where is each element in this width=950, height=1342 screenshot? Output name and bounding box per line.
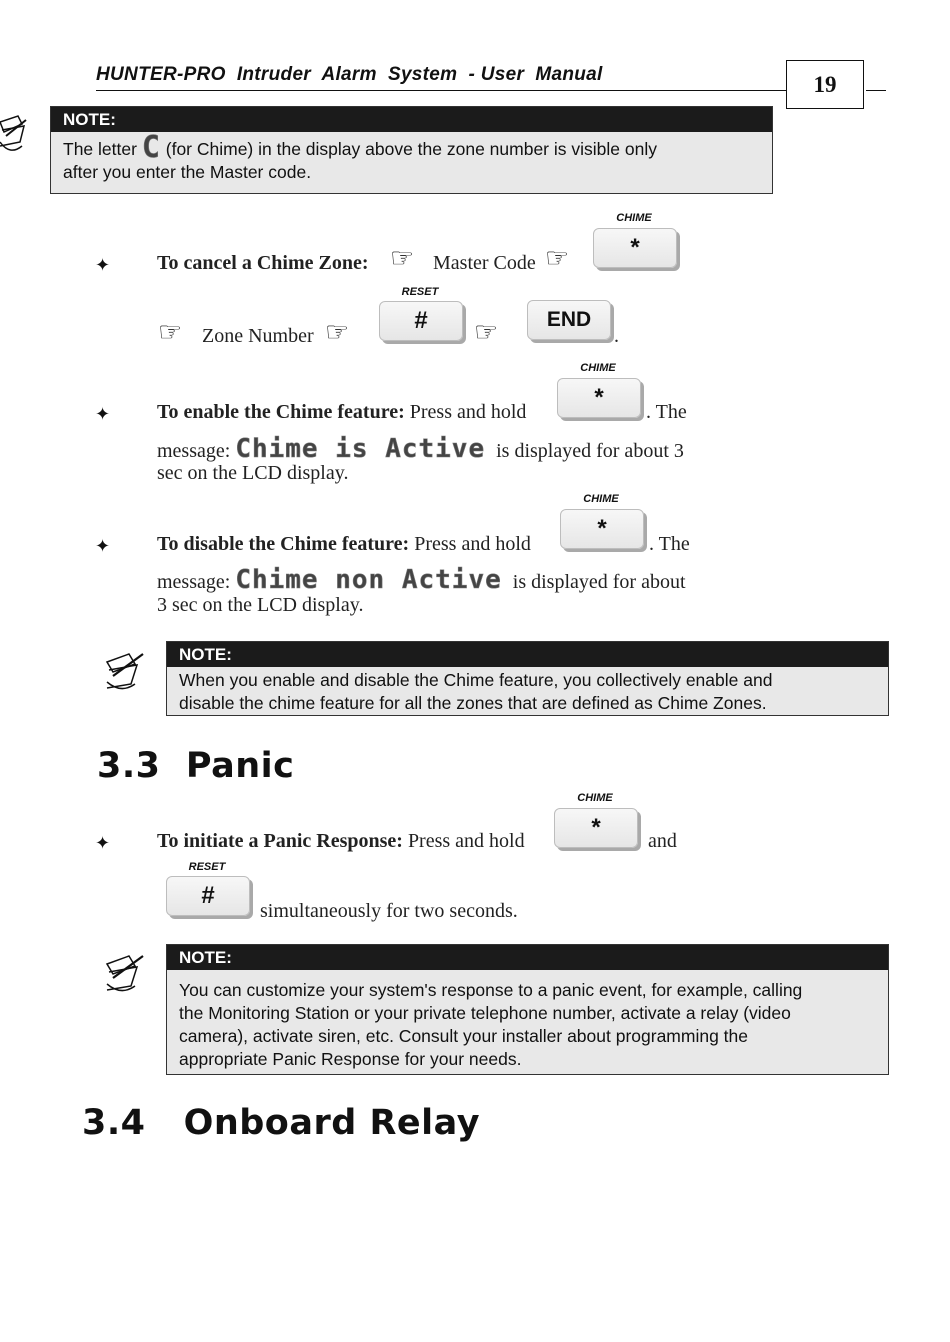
chime-key-label: CHIME bbox=[580, 362, 616, 374]
reset-hash-key: # bbox=[166, 876, 250, 916]
notepad-icon-partial bbox=[0, 112, 28, 156]
reset-key-label: RESET bbox=[401, 286, 439, 298]
pointing-hand-icon: ☞ bbox=[158, 317, 183, 347]
running-header: HUNTER-PRO Intruder Alarm System - User Manual bbox=[96, 64, 603, 85]
panic-lead: To initiate a Panic Response: bbox=[157, 830, 403, 852]
section-title: Onboard Relay bbox=[183, 1103, 481, 1143]
simultaneously-text: simultaneously for two seconds. bbox=[260, 900, 518, 922]
pointing-hand-icon: ☞ bbox=[545, 243, 570, 273]
note-text: appropriate Panic Response for your needs. bbox=[179, 1049, 522, 1069]
displayed-text: is displayed for about bbox=[512, 571, 686, 593]
chime-key-label: CHIME bbox=[616, 212, 652, 224]
bullet-icon: ✦ bbox=[95, 404, 111, 424]
cancel-lead: To cancel a Chime Zone: bbox=[157, 252, 369, 274]
header-rule bbox=[96, 90, 786, 91]
reset-hash-key: # bbox=[379, 301, 463, 341]
note-box-chime-letter bbox=[50, 106, 773, 194]
chime-star-key: * bbox=[557, 378, 641, 418]
pointing-hand-icon: ☞ bbox=[474, 317, 499, 347]
message-label: message: bbox=[157, 571, 231, 593]
lcd-message-active: Chime is Active bbox=[235, 434, 486, 464]
the-text: . The bbox=[646, 401, 687, 423]
note-text: camera), activate siren, etc. Consult your installer about programming the bbox=[179, 1026, 749, 1046]
note-text: You can customize your system's response to a panic event, for example, calling bbox=[179, 980, 803, 1000]
section-heading-panic bbox=[97, 746, 294, 786]
enable-lead: To enable the Chime feature: bbox=[157, 401, 405, 423]
page-number: 19 bbox=[786, 60, 864, 109]
displayed-text: is displayed for about 3 bbox=[496, 440, 684, 462]
section-number: 3.4 bbox=[82, 1103, 146, 1143]
the-text: . The bbox=[649, 533, 690, 555]
note-heading: NOTE: bbox=[167, 642, 888, 667]
note-box-panic-response bbox=[166, 944, 889, 1075]
and-text: and bbox=[648, 830, 677, 852]
bullet-icon: ✦ bbox=[95, 833, 111, 853]
notepad-pencil-icon bbox=[103, 950, 147, 994]
note-heading: NOTE: bbox=[51, 107, 772, 132]
message-label: message: bbox=[157, 440, 231, 462]
press-hold-text: Press and hold bbox=[407, 830, 525, 852]
lcd-glyph-c: C bbox=[141, 130, 161, 165]
reset-key-label: RESET bbox=[188, 861, 226, 873]
pointing-hand-icon: ☞ bbox=[325, 317, 350, 347]
end-key: END bbox=[527, 300, 611, 340]
disable-line3: 3 sec on the LCD display. bbox=[157, 594, 364, 616]
disable-lead: To disable the Chime feature: bbox=[157, 533, 410, 555]
chime-star-key: * bbox=[554, 808, 638, 848]
chime-star-key: * bbox=[593, 228, 677, 268]
note-text: disable the chime feature for all the zones that are defined as Chime Zones. bbox=[179, 693, 767, 713]
note-text: after you enter the Master code. bbox=[63, 162, 312, 182]
note-text: The letter bbox=[63, 139, 137, 159]
press-hold-text: Press and hold bbox=[414, 533, 531, 555]
period: . bbox=[614, 325, 619, 347]
note-text: the Monitoring Station or your private telephone number, activate a relay (video bbox=[179, 1003, 791, 1023]
note-box-chime-feature bbox=[166, 641, 889, 716]
chime-key-label: CHIME bbox=[583, 493, 619, 505]
note-heading: NOTE: bbox=[167, 945, 888, 970]
section-number: 3.3 bbox=[97, 746, 161, 786]
chime-star-key: * bbox=[560, 509, 644, 549]
notepad-pencil-icon bbox=[103, 648, 147, 692]
master-code-text: Master Code bbox=[433, 252, 536, 274]
note-text: When you enable and disable the Chime feature, you collectively enable and bbox=[179, 670, 773, 690]
bullet-icon: ✦ bbox=[95, 255, 111, 275]
chime-key-label: CHIME bbox=[577, 792, 613, 804]
section-title: Panic bbox=[185, 746, 295, 786]
zone-number-text: Zone Number bbox=[202, 325, 314, 347]
section-heading-onboard-relay bbox=[82, 1103, 480, 1143]
bullet-icon: ✦ bbox=[95, 536, 111, 556]
press-hold-text: Press and hold bbox=[409, 401, 527, 423]
note-text: (for Chime) in the display above the zone number is visible only bbox=[165, 139, 657, 159]
pointing-hand-icon: ☞ bbox=[390, 243, 415, 273]
header-rule-right bbox=[866, 90, 886, 91]
enable-line3: sec on the LCD display. bbox=[157, 462, 349, 484]
lcd-message-non-active: Chime non Active bbox=[235, 565, 502, 595]
